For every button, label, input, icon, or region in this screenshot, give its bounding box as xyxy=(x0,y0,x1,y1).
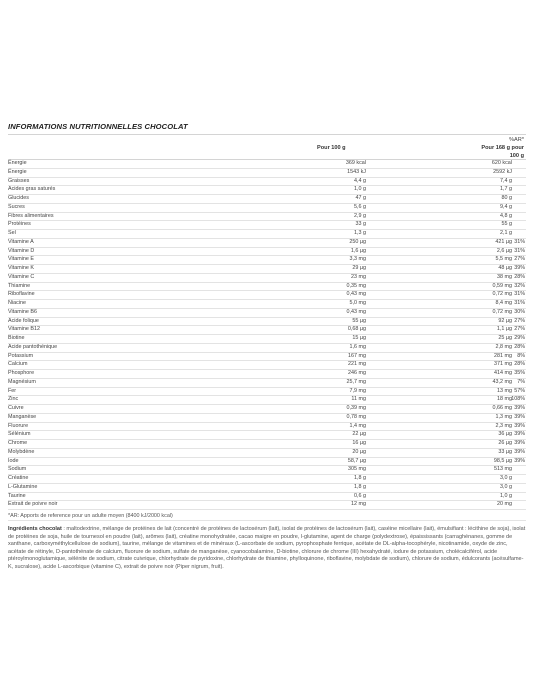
value-per-100g: 29 µg xyxy=(352,265,366,271)
value-pct-ar: 7% xyxy=(517,378,525,385)
nutrient-name: Vitamine E xyxy=(8,256,34,263)
value-pct-ar: 39% xyxy=(514,457,525,464)
value-per-100g: 0,68 µg xyxy=(347,326,366,333)
value-pct-ar: 28% xyxy=(514,361,525,368)
value-per-168g: 9,4 g xyxy=(500,203,512,210)
value-per-100g: 0,43 mg xyxy=(346,291,366,298)
value-pct-ar: 39% xyxy=(514,440,525,446)
nutrient-name: Riboflavine xyxy=(8,291,35,298)
table-row xyxy=(8,335,526,344)
value-per-168g: 43,2 mg xyxy=(492,378,512,385)
table-row xyxy=(8,160,526,169)
value-pct-ar: 39% xyxy=(514,448,525,455)
table-row xyxy=(8,265,526,274)
value-per-100g: 1543 kJ xyxy=(347,168,366,175)
value-pct-ar: 31% xyxy=(514,300,525,306)
nutrient-name: Vitamine K xyxy=(8,265,34,271)
table-row xyxy=(8,326,526,335)
value-per-168g: 36 µg xyxy=(498,431,512,438)
nutrient-name: Acide pantothénique xyxy=(8,343,58,350)
value-pct-ar: 39% xyxy=(514,422,525,429)
value-per-100g: 47 g xyxy=(355,195,366,201)
value-per-168g: 421 µg xyxy=(495,238,512,245)
nutrient-name: Protéines xyxy=(8,221,31,228)
value-per-168g: 620 kcal xyxy=(491,160,512,166)
value-per-100g: 22 µg xyxy=(352,431,366,438)
table-row xyxy=(8,239,526,248)
value-per-100g: 305 mg xyxy=(348,466,366,473)
value-per-100g: 1,0 g xyxy=(354,186,366,193)
value-per-100g: 7,9 mg xyxy=(349,387,366,394)
value-pct-ar: 39% xyxy=(514,431,525,438)
value-per-100g: 369 kcal xyxy=(345,160,366,166)
nutrient-name: Fibres alimentaires xyxy=(8,212,54,219)
value-per-168g: 1,3 mg xyxy=(495,413,512,420)
value-per-168g: 1,1 µg xyxy=(496,326,512,333)
value-per-100g: 5,0 mg xyxy=(349,300,366,306)
table-row xyxy=(8,466,526,475)
ingredients-paragraph xyxy=(8,526,526,571)
nutrition-table xyxy=(8,160,526,510)
nutrient-name: Fer xyxy=(8,387,17,394)
value-pct-ar: 27% xyxy=(514,326,525,333)
value-per-168g: 0,72 mg xyxy=(492,308,512,315)
value-per-168g: 513 mg xyxy=(494,466,512,473)
table-row xyxy=(8,195,526,204)
nutrient-name: Thiamine xyxy=(8,282,31,289)
table-row xyxy=(8,291,526,300)
ingredients-text: : maltodextrine, mélange de protéines de lait (concentré de protéines de lactosérum (lait), isolat de protéines de lactosérum (lait), caséine micellaire (lait), émulsifiant : lécithine de soja), isolat de protéines de soja, huile de tournesol en poudre (lait), arômes (lait), créatine monohydratée, cacao maigre en poudre, l-glutamine, agent de charge (polydextrose), épaississants (carraghénanes, gomme de xanthane, carboxyméthylcellulose de sodium), taurine, mélange de vitamines et de minéraux (L-ascorbate de sodium, pyrophosphate ferrique, acétate de DL-alpha-tocophéryle, nicotinamide, oxyde de zinc, acétate de rétinyle, D-pantothénate de calcium, fluorure de sodium, sulfate de manganèse, cyanocobalamine, D-biotine, chlorure de chrome (III) hexahydraté, iodure de potassium, cholécalciférol, acide ptéroylmonoglutamique, sélénite de sodium, citrate cuivrique, chlorhydrate de pyridoxine, chlorhydrate de thiamine, phylloquinone, riboflavine, molybdate de sodium), chlorure de sodium, édulcorants (acésulfame-K, sucralose), acide L-ascorbique (vitamine C), extrait de poivre noir (Piper nigrum, fruit). xyxy=(8,526,526,570)
value-per-100g: 250 µg xyxy=(349,238,366,245)
value-per-100g: 1,6 mg xyxy=(349,343,366,350)
value-per-100g: 5,6 g xyxy=(354,203,366,210)
value-per-168g: 55 g xyxy=(501,221,512,228)
value-pct-ar: 30% xyxy=(514,308,525,315)
table-row xyxy=(8,169,526,178)
value-per-100g: 1,8 g xyxy=(354,475,366,481)
value-per-168g: 98,5 µg xyxy=(493,457,512,464)
value-per-168g: 5,5 mg xyxy=(495,256,512,263)
nutrient-name: Sucres xyxy=(8,203,25,210)
nutrient-name: Graisses xyxy=(8,177,30,184)
value-per-168g: 3,0 g xyxy=(500,475,512,481)
nutrient-name: Énergie xyxy=(8,168,27,175)
table-row xyxy=(8,230,526,239)
header-pct-ar: %AR* xyxy=(509,137,524,143)
nutrient-name: Sel xyxy=(8,230,16,236)
nutrient-name: Chrome xyxy=(8,440,28,446)
value-per-168g: 33 µg xyxy=(498,448,512,455)
value-per-100g: 23 mg xyxy=(351,273,366,280)
nutrient-name: Acide folique xyxy=(8,317,39,324)
value-pct-ar: 31% xyxy=(514,238,525,245)
value-per-168g: 0,59 mg xyxy=(492,282,512,289)
value-pct-ar: 39% xyxy=(514,265,525,271)
nutrient-name: Vitamine B6 xyxy=(8,308,37,315)
nutrient-name: Glucides xyxy=(8,195,29,201)
header-per-100g: Pour 100 g xyxy=(317,145,346,151)
value-per-168g: 3,0 g xyxy=(500,483,512,490)
table-row xyxy=(8,475,526,484)
value-per-100g: 16 µg xyxy=(352,440,366,446)
nutrient-name: Sélénium xyxy=(8,431,31,438)
value-per-168g: 1,0 g xyxy=(500,492,512,499)
nutrient-name: Phosphore xyxy=(8,370,35,376)
table-row xyxy=(8,274,526,283)
table-row xyxy=(8,344,526,353)
nutrient-name: Iode xyxy=(8,457,19,464)
value-pct-ar: 39% xyxy=(514,405,525,411)
value-per-100g: 167 mg xyxy=(348,352,366,359)
value-per-168g: 4,8 g xyxy=(500,212,512,219)
nutrient-name: Molybdène xyxy=(8,448,35,455)
value-per-168g: 2592 kJ xyxy=(493,168,512,175)
value-per-168g: 20 mg xyxy=(497,501,512,508)
value-per-100g: 221 mg xyxy=(348,361,366,368)
value-pct-ar: 29% xyxy=(514,335,525,341)
nutrient-name: Fluorure xyxy=(8,422,29,429)
nutrient-name: Vitamine D xyxy=(8,247,35,254)
nutrient-name: Zinc xyxy=(8,396,19,403)
table-row xyxy=(8,449,526,458)
footnote: *AR: Apports de reference pour un adulte moyen (8400 kJ/2000 kcal) xyxy=(8,512,526,521)
value-per-168g: 18 mg xyxy=(497,396,512,403)
value-per-100g: 25,7 mg xyxy=(346,378,366,385)
value-pct-ar: 31% xyxy=(514,291,525,298)
value-pct-ar: 31% xyxy=(514,247,525,254)
value-per-100g: 1,3 g xyxy=(354,230,366,236)
value-per-168g: 414 mg xyxy=(494,370,512,376)
nutrient-name: Énergie xyxy=(8,160,27,166)
table-row xyxy=(8,300,526,309)
value-per-100g: 0,39 mg xyxy=(346,405,366,411)
value-per-100g: 58,7 µg xyxy=(347,457,366,464)
header-per-168g-sub: 100 g xyxy=(509,153,524,159)
value-per-100g: 12 mg xyxy=(351,501,366,508)
value-per-168g: 7,4 g xyxy=(500,177,512,184)
table-row xyxy=(8,388,526,397)
nutrient-name: Manganèse xyxy=(8,413,37,420)
table-row xyxy=(8,431,526,440)
table-row xyxy=(8,178,526,187)
value-per-100g: 1,8 g xyxy=(354,483,366,490)
nutrient-name: Vitamine A xyxy=(8,238,34,245)
table-row xyxy=(8,248,526,257)
value-pct-ar: 28% xyxy=(514,343,525,350)
value-pct-ar: 57% xyxy=(514,387,525,394)
table-row xyxy=(8,186,526,195)
value-pct-ar: 28% xyxy=(514,273,525,280)
value-per-100g: 11 mg xyxy=(351,396,366,403)
nutrient-name: Vitamine B12 xyxy=(8,326,40,333)
value-per-168g: 48 µg xyxy=(498,265,512,271)
value-per-100g: 0,6 g xyxy=(354,492,366,499)
nutrition-sheet xyxy=(8,118,526,571)
value-per-168g: 80 g xyxy=(501,195,512,201)
value-per-168g: 92 µg xyxy=(498,317,512,324)
table-row xyxy=(8,440,526,449)
table-row xyxy=(8,221,526,230)
value-per-168g: 2,3 mg xyxy=(495,422,512,429)
nutrient-name: Créatine xyxy=(8,475,29,481)
nutrient-name: Magnésium xyxy=(8,378,36,385)
value-pct-ar: 27% xyxy=(514,256,525,263)
value-per-100g: 15 µg xyxy=(352,335,366,341)
value-per-168g: 2,6 µg xyxy=(496,247,512,254)
value-per-168g: 2,1 g xyxy=(500,230,512,236)
table-row xyxy=(8,484,526,493)
table-row xyxy=(8,379,526,388)
nutrient-name: Taurine xyxy=(8,492,26,499)
nutrient-name: Niacine xyxy=(8,300,26,306)
value-per-168g: 1,7 g xyxy=(500,186,512,193)
value-per-100g: 0,43 mg xyxy=(346,308,366,315)
value-per-168g: 0,66 mg xyxy=(492,405,512,411)
value-per-168g: 2,8 mg xyxy=(495,343,512,350)
table-row xyxy=(8,361,526,370)
table-row xyxy=(8,396,526,405)
nutrient-name: Vitamine C xyxy=(8,273,35,280)
table-row xyxy=(8,414,526,423)
ingredients-label: Ingrédients chocolat xyxy=(8,526,62,532)
table-header xyxy=(8,135,526,160)
value-per-168g: 0,72 mg xyxy=(492,291,512,298)
table-row xyxy=(8,501,526,510)
nutrient-name: Calcium xyxy=(8,361,28,368)
nutrient-name: Extrait de poivre noir xyxy=(8,501,58,508)
section-title: INFORMATIONS NUTRITIONNELLES CHOCOLAT xyxy=(8,118,526,135)
value-per-168g: 8,4 mg xyxy=(495,300,512,306)
value-pct-ar: 8% xyxy=(517,352,525,359)
value-per-168g: 38 mg xyxy=(497,273,512,280)
table-row xyxy=(8,318,526,327)
table-row xyxy=(8,213,526,222)
nutrient-name: Acides gras saturés xyxy=(8,186,56,193)
value-per-100g: 33 g xyxy=(355,221,366,228)
value-per-100g: 3,3 mg xyxy=(349,256,366,263)
table-row xyxy=(8,256,526,265)
value-per-100g: 246 mg xyxy=(348,370,366,376)
value-pct-ar: 32% xyxy=(514,282,525,289)
table-row xyxy=(8,405,526,414)
value-per-168g: 281 mg xyxy=(494,352,512,359)
nutrient-name: Cuivre xyxy=(8,405,24,411)
value-per-100g: 4,4 g xyxy=(354,177,366,184)
value-per-100g: 0,35 mg xyxy=(346,282,366,289)
table-row xyxy=(8,204,526,213)
table-row xyxy=(8,370,526,379)
value-pct-ar: 39% xyxy=(514,413,525,420)
nutrient-name: L-Glutamine xyxy=(8,483,38,490)
value-per-168g: 25 µg xyxy=(498,335,512,341)
table-row xyxy=(8,458,526,467)
table-row xyxy=(8,309,526,318)
value-per-100g: 2,9 g xyxy=(354,212,366,219)
value-pct-ar: 35% xyxy=(514,370,525,376)
value-per-100g: 55 µg xyxy=(352,317,366,324)
table-row xyxy=(8,423,526,432)
table-row xyxy=(8,353,526,362)
table-row xyxy=(8,493,526,502)
value-per-168g: 371 mg xyxy=(494,361,512,368)
nutrient-name: Potassium xyxy=(8,352,34,359)
table-row xyxy=(8,283,526,292)
value-pct-ar: 27% xyxy=(514,317,525,324)
value-per-100g: 20 µg xyxy=(352,448,366,455)
value-per-168g: 13 mg xyxy=(497,387,512,394)
nutrient-name: Biotine xyxy=(8,335,25,341)
value-pct-ar: 108% xyxy=(511,396,525,403)
value-per-168g: 26 µg xyxy=(498,440,512,446)
value-per-100g: 1,6 µg xyxy=(350,247,366,254)
header-per-168g: Pour 168 g pour xyxy=(481,145,524,151)
value-per-100g: 0,78 mg xyxy=(346,413,366,420)
value-per-100g: 1,4 mg xyxy=(349,422,366,429)
nutrient-name: Sodium xyxy=(8,466,27,473)
